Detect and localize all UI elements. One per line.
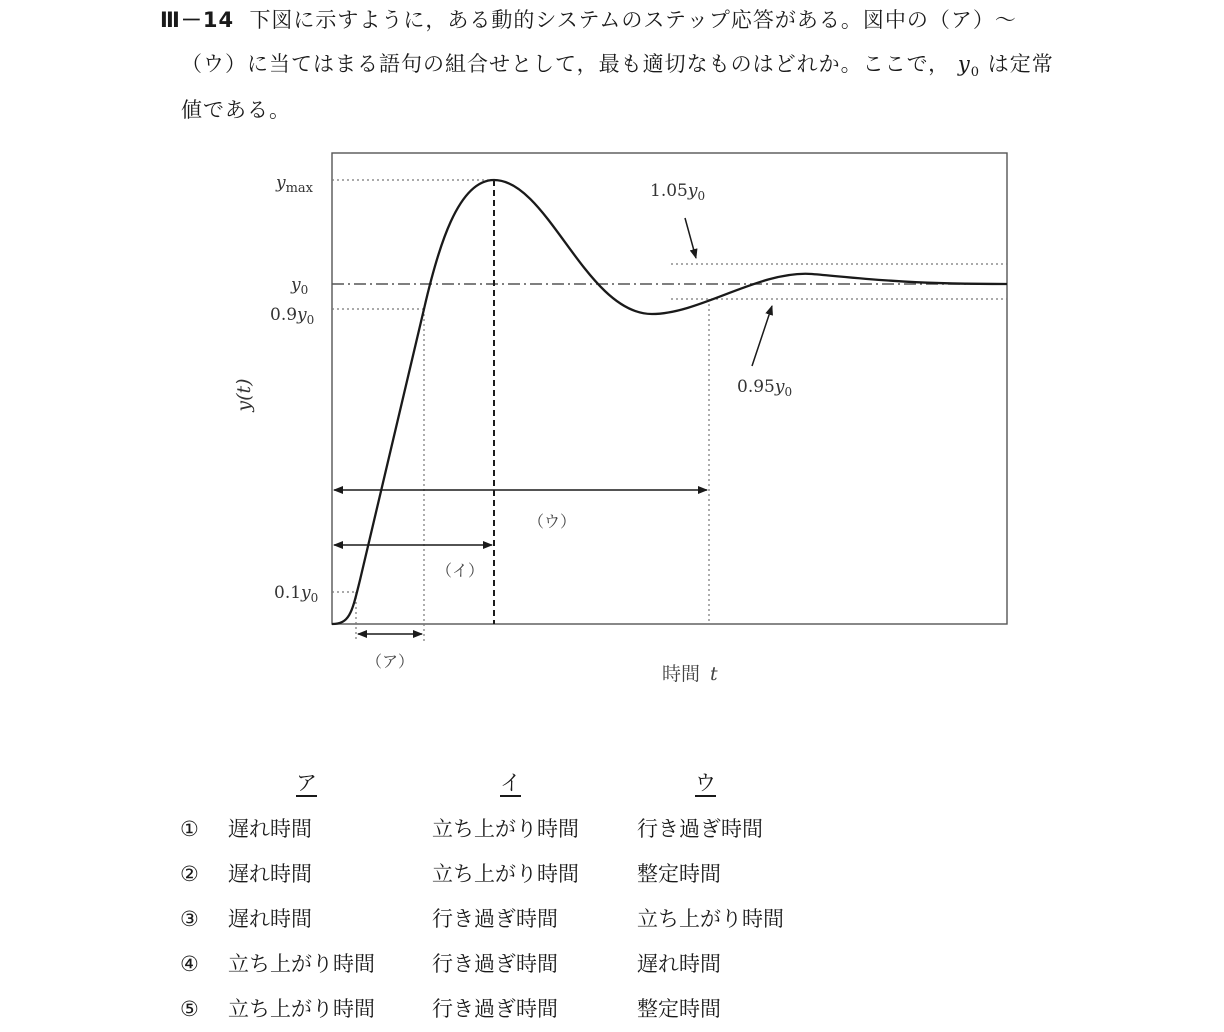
- question-var-sub: 0: [970, 65, 981, 81]
- option-number: ②: [180, 862, 199, 886]
- option-a-term: 遅れ時間: [228, 817, 312, 841]
- option-a-term: 立ち上がり時間: [228, 997, 375, 1021]
- y105-pointer-arrow: [685, 218, 696, 258]
- question-text-1: 下図に示すように，ある動的システムのステップ応答がある。図中の（ア）～: [249, 8, 1017, 32]
- question-line-2: [181, 54, 1054, 79]
- y095-pointer-arrow: [752, 306, 772, 366]
- response-curve: [332, 180, 1007, 624]
- option-i-term: 立ち上がり時間: [432, 817, 579, 841]
- option-number: ③: [180, 907, 199, 931]
- question-var-y: y: [957, 52, 971, 76]
- option-number: ⑤: [180, 997, 199, 1021]
- step-response-figure: [220, 140, 1020, 700]
- question-text-2a: （ウ）に当てはまる語句の組合せとして，最も適切なものはどれか。ここで，: [181, 52, 951, 76]
- marker-a: （ア）: [366, 652, 415, 671]
- option-i-term: 行き過ぎ時間: [432, 952, 558, 976]
- marker-i: （イ）: [436, 561, 485, 580]
- question-line-1: [160, 10, 1017, 31]
- option-a-term: 遅れ時間: [228, 862, 312, 886]
- option-header-i: イ: [500, 771, 521, 795]
- label-ymax: $y_{max}$: [276, 173, 314, 196]
- option-u-term: 行き過ぎ時間: [637, 817, 763, 841]
- option-number: ④: [180, 952, 199, 976]
- option-header-u: ウ: [695, 771, 716, 795]
- option-u-term: 遅れ時間: [637, 952, 721, 976]
- y-axis-label: y(t): [233, 378, 255, 412]
- question-number: Ⅲ－14: [160, 8, 235, 32]
- x-axis-label: 時間 t: [662, 663, 718, 685]
- option-i-term: 行き過ぎ時間: [432, 997, 558, 1021]
- label-01y0: $0.1y_0$: [274, 583, 319, 605]
- marker-u: （ウ）: [528, 512, 577, 531]
- label-105y0: $1.05y_0$: [650, 181, 706, 203]
- option-i-term: 立ち上がり時間: [432, 862, 579, 886]
- option-u-term: 整定時間: [637, 862, 721, 886]
- question-text-2b: は定常: [987, 52, 1054, 76]
- option-i-term: 行き過ぎ時間: [432, 907, 558, 931]
- option-number: ①: [180, 817, 199, 841]
- question-text-3: 値である。: [181, 98, 291, 122]
- label-09y0: $0.9y_0$: [270, 305, 315, 327]
- option-a-term: 立ち上がり時間: [228, 952, 375, 976]
- option-u-term: 整定時間: [637, 997, 721, 1021]
- label-095y0: $0.95y_0$: [737, 377, 793, 399]
- plot-frame: [332, 153, 1007, 624]
- option-header-a: ア: [296, 771, 317, 795]
- label-y0: $y_0$: [291, 275, 309, 297]
- option-u-term: 立ち上がり時間: [637, 907, 784, 931]
- option-a-term: 遅れ時間: [228, 907, 312, 931]
